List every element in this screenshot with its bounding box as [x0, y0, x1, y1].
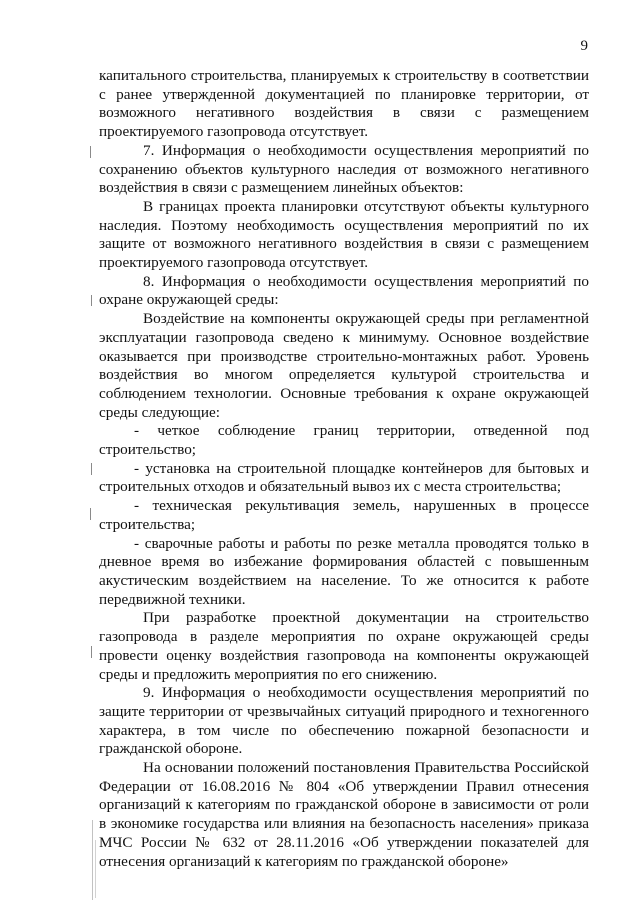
scan-margin-mark [92, 820, 93, 900]
section-8-conclusion: При разработке проектной документации на строительство газопровода в разделе мероприятия по охране окружающей среды провести оценку воздействия газопровода на компоненты окружающей среды и предложить мероприятия по его снижению. [99, 609, 589, 683]
scan-margin-mark [91, 646, 92, 658]
section-8-heading: 8. Информация о необходимости осуществления мероприятий по охране окружающей среды: [99, 272, 589, 309]
section-7-body: В границах проекта планировки отсутствуют объекты культурного наследия. Поэтому необходимость осуществления мероприятий по их защите от возможного негативного воздействия в связи с размещением проектируемого газопровода отсутствует. [99, 197, 589, 272]
scan-margin-mark [91, 463, 92, 475]
requirement-item-3: - техническая рекультивация земель, нарушенных в процессе строительства; [99, 497, 589, 533]
requirement-item-2: - установка на строительной площадке контейнеров для бытовых и строительных отходов и обязательный вывоз их с места строительства; [99, 459, 589, 496]
scan-margin-mark [90, 508, 91, 520]
scan-margin-mark [91, 295, 92, 306]
section-7-heading: 7. Информация о необходимости осуществления мероприятий по сохранению объектов культурного наследия от возможного негативного воздействия в связи с размещением линейных объектов: [99, 141, 589, 197]
document-body [99, 67, 589, 871]
paragraph-continuation: капитального строительства, планируемых к строительству в соответствии с ранее утвержденной документацией по планировке территории, от возможного негативного воздействия в связи с размещением проектируемого газопровода отсутствует. [99, 67, 589, 141]
section-9-heading: 9. Информация о необходимости осуществления мероприятий по защите территории от чрезвычайных ситуаций природного и техногенного характера, в том числе по обеспечению пожарной безопасности и гражданской обороне. [99, 684, 589, 758]
page-number: 9 [580, 38, 588, 54]
scan-margin-mark [95, 840, 96, 898]
section-9-body: На основании положений постановления Правительства Российской Федерации от 16.08.2016 № 804 «Об утверждении Правил отнесения организаций к категориям по гражданской обороне в зависимости от роли в экономике государства или влияния на безопасность населения» приказа МЧС России № 632 от 28.11.2016 «Об утверждении показателей для отнесения организаций к категориям по гражданской обороне» [99, 759, 589, 870]
requirement-item-1: - четкое соблюдение границ территории, отведенной под строительство; [99, 422, 589, 459]
scan-margin-mark [90, 146, 91, 158]
section-8-body: Воздействие на компоненты окружающей среды при регламентной эксплуатации газопровода сведено к минимуму. Основное воздействие оказывается при производстве строительно-монтажных работ. Уровень воздействия во многом определяется культурой строительства и соблюдением технологии. Основные требования к охране окружающей среды следующие: [99, 310, 589, 421]
requirement-item-4: - сварочные работы и работы по резке металла проводятся только в дневное время во избежание формирования областей с повышенным акустическим воздействием на население. То же относится к работе передвижной техники. [99, 534, 589, 608]
